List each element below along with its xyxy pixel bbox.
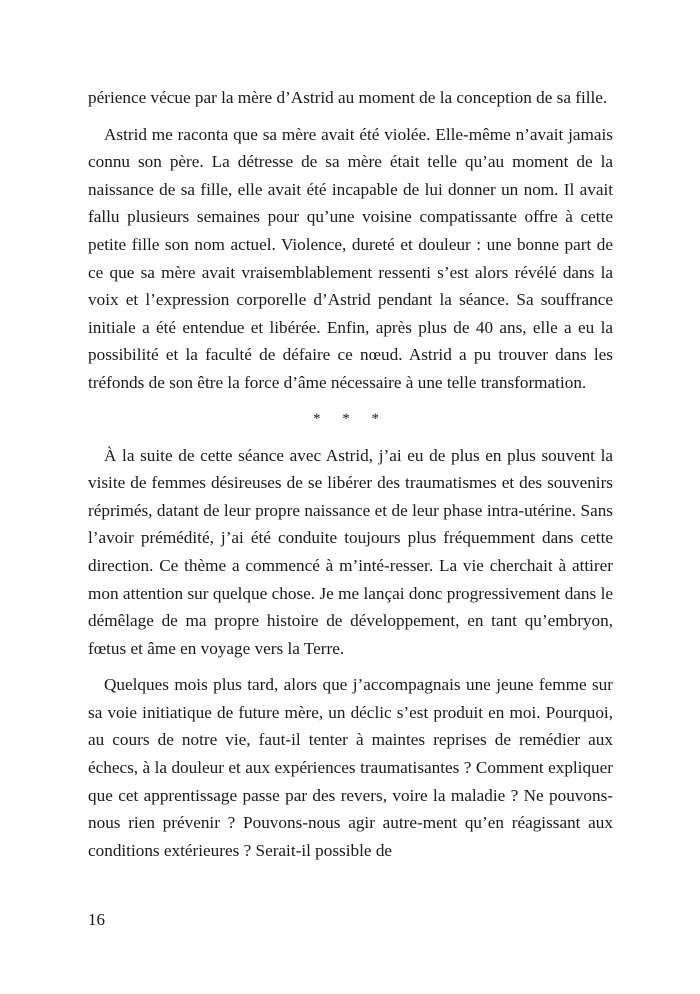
paragraph-astrid-story: Astrid me raconta que sa mère avait été violée. Elle-même n’avait jamais connu son père. La détresse de sa mère était telle qu’au moment de la naissance de sa fille, elle avait été incapable de lui donner un nom. Il avait fallu plusieurs semaines pour qu’une voisine compatissante offre à cette petite fille son nom actuel. Violence, dureté et douleur : une bonne part de ce que sa mère avait vraisemblablement ressenti s’est alors révélé dans la voix et l’expression corporelle d’Astrid pendant la séance. Sa souffrance initiale a été entendue et libérée. Enfin, après plus de 40 ans, elle a eu la possibilité et la faculté de défaire ce nœud. Astrid a pu trouver dans les tréfonds de son être la force d’âme nécessaire à une telle transformation. [88,124,613,392]
paragraph-after-session: À la suite de cette séance avec Astrid, j’ai eu de plus en plus souvent la visite de femmes désireuses de se libérer des traumatismes et des souvenirs réprimés, datant de leur propre naissance et de leur phase intra-utérine. Sans l’avoir prémédité, j’ai été conduite toujours plus fréquemment dans cette direction. Ce thème a commencé à m’inté-resser. La vie cherchait à attirer mon attention sur quelque chose. Je me lançai donc progressivement dans le démêlage de ma propre histoire de développement, en tant qu’embryon, fœtus et âme en voyage vers la Terre. [88,445,613,658]
page-body [88,84,613,864]
page-number: 16 [88,910,105,929]
paragraph-months-later: Quelques mois plus tard, alors que j’accompagnais une jeune femme sur sa voie initiatique de future mère, un déclic s’est produit en moi. Pourquoi, au cours de notre vie, faut-il tenter à maintes reprises de remédier aux échecs, à la douleur et aux expériences traumatisantes ? Comment expliquer que cet apprentissage passe par des revers, voire la maladie ? Ne pouvons-nous rien prévenir ? Pouvons-nous agir autre-ment qu’en réagissant aux conditions extérieures ? Serait-il possible de [88,675,613,860]
paragraph-continuation: périence vécue par la mère d’Astrid au moment de la conception de sa fille. [88,88,608,107]
section-separator: * * * [313,410,388,427]
